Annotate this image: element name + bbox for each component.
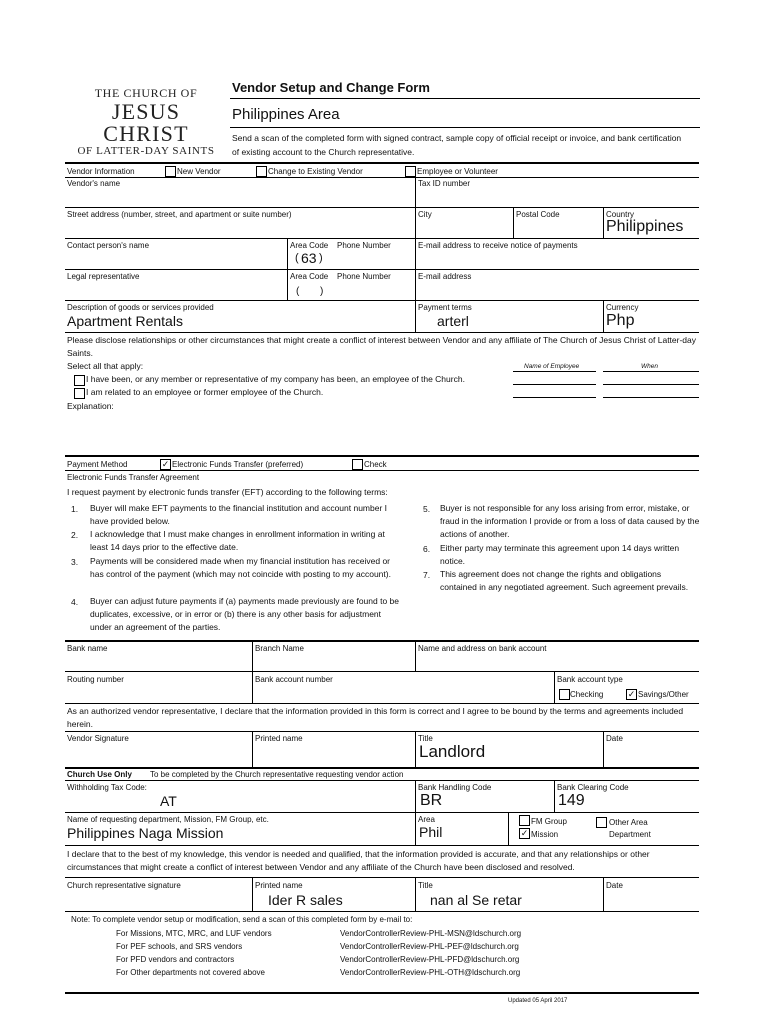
contact-area-code-value[interactable]: 63 [301,250,317,266]
term-number: 2. [71,530,79,540]
currency-label: Currency [606,303,639,312]
tax-id-label: Tax ID number [418,179,471,188]
col-rule [603,207,604,238]
section-top-rule [65,162,699,164]
change-vendor-label: Change to Existing Vendor [268,167,363,176]
row-rule [65,470,699,471]
eft-checkbox[interactable]: ✓ [161,459,170,469]
row-rule [65,238,699,239]
fm-group-checkbox[interactable] [519,815,530,826]
section-rule [65,767,699,769]
employee-name-line[interactable] [513,371,596,372]
fm-group-label: FM Group [531,817,568,826]
employee-when-line[interactable] [603,371,699,372]
checking-label: Checking [570,690,604,699]
change-vendor-checkbox[interactable] [256,166,267,177]
area-value[interactable]: Phil [419,824,443,840]
conflict-disclosure: Please disclose relationships or other circumstances that might create a conflict of interest between Vendor and any affiliate of The Church of Jesus Christ of Latter-day Saints. [67,335,697,358]
contact-label: Contact person's name [67,241,150,250]
term-number: 4. [71,597,79,607]
when-header: When [641,363,658,370]
row-rule [65,177,699,178]
updated-date: Updated 05 April 2017 [508,998,568,1004]
note-who: For Other departments not covered above [116,968,265,977]
note-who: For Missions, MTC, MRC, and LUF vendors [116,929,272,938]
row-rule [65,911,699,912]
col-rule [415,731,416,767]
row-rule [65,812,699,813]
church-use-heading: Church Use Only [67,770,132,779]
note-email-link[interactable]: VendorControllerReview-PHL-MSN@ldschurch.org [340,929,522,938]
check-payment-label: Check [364,460,387,469]
explanation-label: Explanation: [67,401,114,411]
rep-printed-name-value[interactable]: Ider R sales [268,892,343,908]
conflict-opt2-label: I am related to an employee or former employee of the Church. [86,387,324,397]
payment-terms-value[interactable]: arterl [437,313,469,329]
bank-handling-label: Bank Handling Code [418,783,492,792]
term-text: Buyer can adjust future payments if (a) payments made previously are found to be duplicates, excessive, or in error or (b) there is any other basis for adjustment under an agreement of the parties. [90,596,399,632]
section-rule [65,455,699,457]
new-vendor-label: New Vendor [177,167,221,176]
withholding-value[interactable]: AT [160,793,177,809]
col-rule [603,300,604,332]
routing-label: Routing number [67,675,124,684]
employee-label: Employee or Volunteer [417,167,498,176]
conflict-opt1-label: I have been, or any member or representative of my company has been, an employee of the Church. [86,374,465,384]
other-area-label: Other Area [609,818,648,827]
term-number: 1. [71,504,79,514]
row-rule [65,780,699,781]
employee-when-line[interactable] [603,397,699,398]
church-logo [66,86,226,157]
row-rule [65,703,699,704]
title-divider [230,98,700,99]
col-rule [508,812,509,845]
employee-checkbox[interactable] [405,166,416,177]
term-text: Either party may terminate this agreement upon 14 days written notice. [440,543,680,566]
name-address-label: Name and address on bank account [418,644,547,653]
conflict-opt1-checkbox[interactable] [74,375,85,386]
vendor-info-label: Vendor Information [67,167,135,176]
col-rule [252,731,253,767]
term-number: 5. [423,504,431,514]
branch-name-label: Branch Name [255,644,304,653]
row-rule [65,269,699,270]
employee-name-line[interactable] [513,384,596,385]
payment-method-label: Payment Method [67,460,128,469]
phone-label-2: Phone Number [337,272,391,281]
phone-label: Phone Number [337,241,391,250]
employee-name-line[interactable] [513,397,596,398]
bank-clearing-value[interactable]: 149 [558,792,585,809]
savings-checkbox[interactable]: ✓ [627,689,636,699]
area-divider [230,127,700,128]
church-declaration: I declare that to the best of my knowledge, this vendor is needed and qualified, that the information provided is accurate, and that any relationships or other circumstances that might create a conflict of interest between Vendor and any affiliate of the Church have been disclosed and resolved. [67,849,650,872]
col-rule [603,877,604,911]
area-code-label-2: Area Code [290,272,329,281]
savings-label: Savings/Other [638,690,689,699]
term-number: 3. [71,557,79,567]
col-rule [415,812,416,845]
legal-rep-label: Legal representative [67,272,140,281]
area-label: Area [418,815,435,824]
requesting-dept-value[interactable]: Philippines Naga Mission [67,825,224,841]
vendor-signature-label: Vendor Signature [67,734,129,743]
check-payment-checkbox[interactable] [352,459,363,470]
rep-title-value[interactable]: nan al Se retar [430,892,522,908]
vendor-name-label: Vendor's name [67,179,121,188]
bank-name-label: Bank name [67,644,108,653]
row-rule [65,845,699,846]
goods-value[interactable]: Apartment Rentals [67,313,183,329]
note-who: For PEF schools, and SRS vendors [116,942,243,951]
col-rule [415,640,416,671]
bank-clearing-label: Bank Clearing Code [557,783,629,792]
col-rule [415,877,416,911]
church-use-note: To be completed by the Church representative requesting vendor action [150,770,404,779]
logo-line-3: OF LATTER-DAY SAINTS [77,145,215,157]
note-who: For PFD vendors and contractors [116,955,235,964]
new-vendor-checkbox[interactable] [165,166,176,177]
requesting-dept-label: Name of requesting department, Mission, FM Group, etc. [67,815,269,824]
city-label: City [418,210,432,219]
note-intro: Note: To complete vendor setup or modification, send a scan of this completed form by e-mail to: [71,915,413,924]
withholding-label: Withholding Tax Code: [67,783,147,792]
col-rule [603,731,604,767]
intro-text: Send a scan of the completed form with signed contract, sample copy of official receipt or invoice, and bank certification of existing account to the Church representative. [232,133,682,157]
employee-when-line[interactable] [603,384,699,385]
term-text: Buyer will make EFT payments to the financial institution and account number I have provided below. [90,503,388,526]
col-rule [415,780,416,812]
account-type-label: Bank account type [557,675,623,684]
row-rule [65,671,699,672]
eft-label: Electronic Funds Transfer (preferred) [172,460,304,469]
term-text: Buyer is not responsible for any loss arising from error, mistake, or fraud in the information I provide or from a loss of data caused by the actions of another. [440,503,700,539]
contact-paren-open: ( [295,252,299,264]
conflict-opt2-checkbox[interactable] [74,388,85,399]
row-rule [65,332,699,333]
bank-handling-value[interactable]: BR [420,792,443,809]
vendor-printed-name-label: Printed name [255,734,303,743]
term-text: Payments will be considered made when my financial institution has received or has control of the payment (which may not coincide with posting to my account). [90,556,391,579]
note-email-link[interactable]: VendorControllerReview-PHL-PEF@ldschurch.org [340,942,519,951]
currency-value[interactable]: Php [606,312,635,329]
rep-signature-label: Church representative signature [67,881,181,890]
area-code-label: Area Code [290,241,329,250]
account-number-label: Bank account number [255,675,333,684]
country-value[interactable]: Philippines [606,218,684,235]
vendor-date-label: Date [606,734,623,743]
legal-paren-open: ( [296,286,300,297]
mission-checkbox[interactable]: ✓ [520,828,529,838]
col-rule [415,177,416,332]
goods-label: Description of goods or services provided [67,303,214,312]
postal-label: Postal Code [516,210,560,219]
term-text: I acknowledge that I must make changes in enrollment information in writing at least 14 days prior to the effective date. [90,529,385,552]
name-of-employee-header: Name of Employee [524,363,580,370]
term-text: This agreement does not change the rights and obligations contained in any negotiated agreement. Such agreement prevails. [440,569,689,592]
rep-title-label: Title [418,881,433,890]
vendor-title-label: Title [418,734,433,743]
street-label: Street address (number, street, and apartment or suite number) [67,210,292,219]
country-label: Country [606,210,635,219]
department-label: Department [609,830,651,839]
eft-agreement-heading: Electronic Funds Transfer Agreement [67,473,200,482]
col-rule [252,877,253,911]
select-all-label: Select all that apply: [67,361,144,371]
footer-rule [65,992,699,994]
rep-printed-name-label: Printed name [255,881,303,890]
col-rule [554,780,555,812]
section-rule [65,640,699,642]
other-area-checkbox[interactable] [596,817,607,828]
eft-request-text: I request payment by electronic funds transfer (EFT) according to the following terms: [67,487,388,497]
mission-label: Mission [531,830,559,839]
contact-paren-close: ) [319,252,323,264]
logo-line-1: THE CHURCH OF [94,86,198,100]
checking-checkbox[interactable] [559,689,570,700]
note-email-link[interactable]: VendorControllerReview-PHL-OTH@ldschurch.org [340,968,521,977]
term-number: 6. [423,544,431,554]
logo-line-2: JESUS CHRIST [103,99,189,146]
col-rule [513,207,514,238]
note-email-link[interactable]: VendorControllerReview-PHL-PFD@ldschurch.org [340,955,520,964]
email-notice-label: E-mail address to receive notice of payments [418,241,578,250]
vendor-declaration: As an authorized vendor representative, I declare that the information provided in this form is correct and I agree to be bound by the terms and agreements included herein. [67,706,684,729]
payment-terms-label: Payment terms [418,303,472,312]
col-rule [554,671,555,703]
area-title: Philippines Area [232,106,340,123]
vendor-title-value[interactable]: Landlord [419,742,486,761]
email-label: E-mail address [418,272,472,281]
form-title: Vendor Setup and Change Form [232,80,430,95]
term-number: 7. [423,570,431,580]
legal-paren-close: ) [320,286,324,297]
rep-date-label: Date [606,881,623,890]
